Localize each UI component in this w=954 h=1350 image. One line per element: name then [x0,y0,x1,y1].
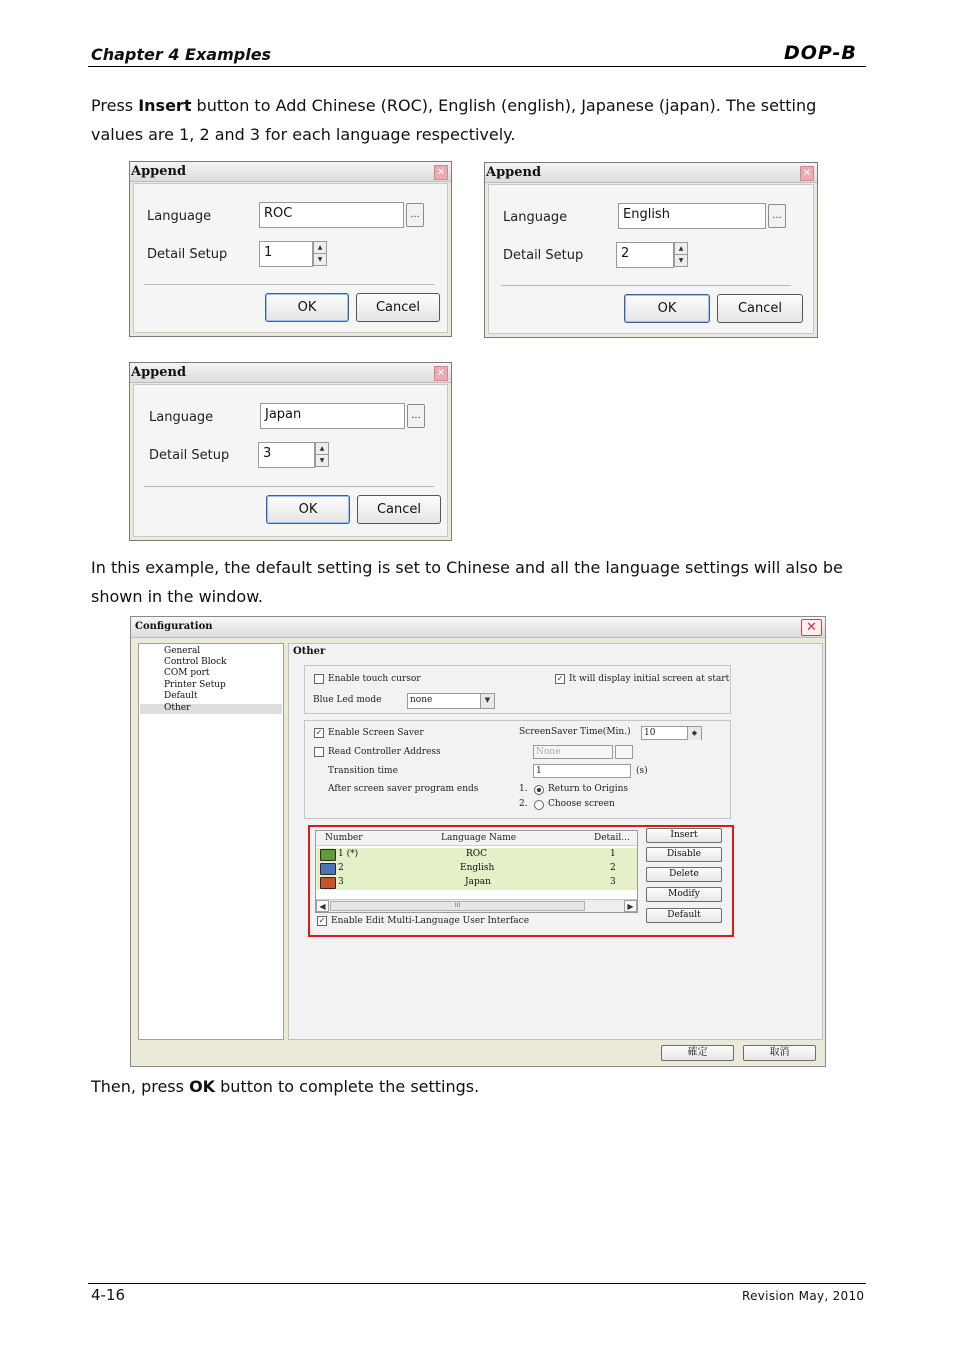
tree-item-default[interactable]: Default [164,691,198,701]
tree-item-general[interactable]: General [164,646,201,656]
append-dialog-roc [129,161,452,337]
spin-up-icon[interactable]: ▲ [678,245,684,252]
transition-label: Transition time [328,766,398,776]
row-language: English [460,863,495,873]
screen-saver-label: Enable Screen Saver [328,728,424,738]
middle-paragraph: In this example, the default setting is set to Chinese and all the language settings will also be shown in the window. [91,558,843,606]
intro-paragraph: Press Insert button to Add Chinese (ROC), English (english), Japanese (japan). The setting values are 1, 2 and 3 for each language respectively. [91,96,817,144]
spinner-icon[interactable]: ◆ [687,727,701,740]
closing-paragraph: Then, press OK button to complete the settings. [91,1077,480,1096]
book-icon [320,877,336,889]
return-origins-radio[interactable] [534,785,544,795]
page-number: 4-16 [91,1286,126,1304]
scroll-right-icon[interactable]: ▶ [624,900,637,912]
column-language-name[interactable]: Language Name [441,833,517,843]
row-number: 3 [338,877,344,887]
dialog-body [488,184,814,334]
language-label: Language [147,209,212,224]
row-language: Japan [465,877,491,887]
scroll-thumb[interactable]: III [330,901,585,911]
chapter-title: Chapter 4 Examples [91,45,272,64]
ok-button[interactable]: OK [624,294,710,323]
close-icon[interactable]: ✕ [800,166,814,181]
close-icon[interactable]: ✕ [434,366,448,381]
after-saver-label: After screen saver program ends [328,784,479,794]
dialog-titlebar: Append [485,163,817,183]
dialog-body [133,183,448,333]
touch-cursor-label: Enable touch cursor [328,674,421,684]
language-list[interactable] [315,830,638,913]
book-icon [320,849,336,861]
multi-language-label: Enable Edit Multi-Language User Interface [331,916,530,926]
browse-button[interactable]: ... [768,204,786,228]
initial-screen-label: It will display initial screen at start [569,674,730,684]
tree-selection [140,704,282,714]
ok-keyword: OK [189,1077,216,1096]
tree-item-printer-setup[interactable]: Printer Setup [164,680,226,690]
choose-screen-label: Choose screen [548,799,615,809]
list-row-roc[interactable] [316,848,637,862]
language-input[interactable]: Japan [260,403,405,429]
detail-setup-input[interactable]: 1 [259,241,313,267]
transition-unit: (s) [636,766,648,776]
spin-down-icon[interactable]: ▼ [675,254,687,265]
row-detail: 2 [610,863,616,873]
transition-input[interactable]: 1 [533,764,631,778]
close-icon[interactable]: ✕ [801,619,822,636]
close-icon[interactable]: ✕ [434,165,448,180]
detail-spinner[interactable] [674,242,688,267]
detail-spinner[interactable] [313,241,327,266]
cursor-group [304,665,731,714]
language-label: Language [149,410,214,425]
horizontal-scrollbar[interactable] [316,899,637,912]
spin-up-icon[interactable]: ▲ [317,244,323,251]
book-icon [320,863,336,875]
default-button[interactable]: Default [646,908,722,923]
panel-heading: Other [293,646,326,657]
spin-down-icon[interactable]: ▼ [316,454,328,465]
blue-led-select[interactable]: none ▼ [407,693,495,709]
dialog-body [133,384,448,537]
row-language: ROC [466,849,488,859]
detail-spinner[interactable] [315,442,329,467]
cancel-button[interactable]: Cancel [357,495,441,524]
row-number: 2 [338,863,344,873]
header-rule [88,66,866,67]
choose-screen-radio[interactable] [534,800,544,810]
ok-button[interactable]: OK [266,495,350,524]
saver-time-label: ScreenSaver Time(Min.) [519,727,631,737]
config-cancel-button[interactable]: 取消 [743,1045,816,1061]
spin-down-icon[interactable]: ▼ [314,253,326,264]
option2-number: 2. [519,799,528,809]
saver-time-input[interactable]: 10 ◆ [641,726,702,740]
list-row-japan[interactable] [316,876,637,890]
append-dialog-japan [129,362,452,541]
config-titlebar: Configuration [131,617,825,638]
multi-language-checkbox[interactable]: ✓ [318,916,326,925]
modify-button[interactable]: Modify [646,887,722,902]
detail-setup-label: Detail Setup [149,448,230,463]
dialog-titlebar: Append [130,363,451,383]
append-dialog-english [484,162,818,338]
list-row-english[interactable] [316,862,637,876]
cancel-button[interactable]: Cancel [356,293,440,322]
option1-number: 1. [519,784,528,794]
dialog-divider [144,284,434,285]
return-origins-label: Return to Origins [548,784,628,794]
browse-button[interactable]: ... [406,203,424,227]
delete-button[interactable]: Delete [646,867,722,882]
disable-button[interactable]: Disable [646,847,722,862]
ok-button[interactable]: OK [265,293,349,322]
blue-led-label: Blue Led mode [313,695,382,705]
insert-button[interactable]: Insert [646,828,722,843]
dialog-divider [501,285,791,286]
product-logo: DOP-B [784,42,857,64]
confirm-button[interactable]: 確定 [661,1045,734,1061]
dialog-titlebar: Append [130,162,451,182]
detail-setup-label: Detail Setup [147,247,228,262]
read-controller-label: Read Controller Address [328,747,441,757]
list-header [316,831,637,846]
settings-tree [138,643,284,1040]
browse-button[interactable]: ... [407,404,425,428]
touch-cursor-checkbox[interactable] [314,674,324,684]
detail-setup-input[interactable]: 3 [258,442,315,468]
revision-date: Revision May, 2010 [742,1289,865,1303]
insert-keyword: Insert [138,96,192,115]
read-controller-checkbox[interactable] [314,747,324,757]
language-input[interactable]: ROC [259,202,404,228]
language-input[interactable]: English [618,203,766,229]
controller-browse-button[interactable] [615,745,633,759]
chevron-down-icon[interactable]: ▼ [480,694,494,708]
tree-item-other[interactable]: Other [164,703,191,713]
screen-saver-checkbox[interactable]: ✓ [315,728,323,737]
detail-setup-input[interactable]: 2 [616,242,674,268]
row-detail: 1 [610,849,616,859]
cancel-button[interactable]: Cancel [717,294,803,323]
controller-address-input[interactable]: None [533,745,613,759]
spin-up-icon[interactable]: ▲ [319,445,325,452]
initial-screen-checkbox[interactable]: ✓ [556,674,564,683]
column-number[interactable]: Number [325,833,363,843]
row-number: 1 (*) [338,849,359,859]
tree-item-com-port[interactable]: COM port [164,668,210,678]
column-detail[interactable]: Detail... [594,833,630,843]
dialog-divider [144,486,434,487]
detail-setup-label: Detail Setup [503,248,584,263]
language-label: Language [503,210,568,225]
row-detail: 3 [610,877,616,887]
footer-rule [88,1283,866,1284]
scroll-left-icon[interactable]: ◀ [316,900,329,912]
tree-item-control-block[interactable]: Control Block [164,657,227,667]
